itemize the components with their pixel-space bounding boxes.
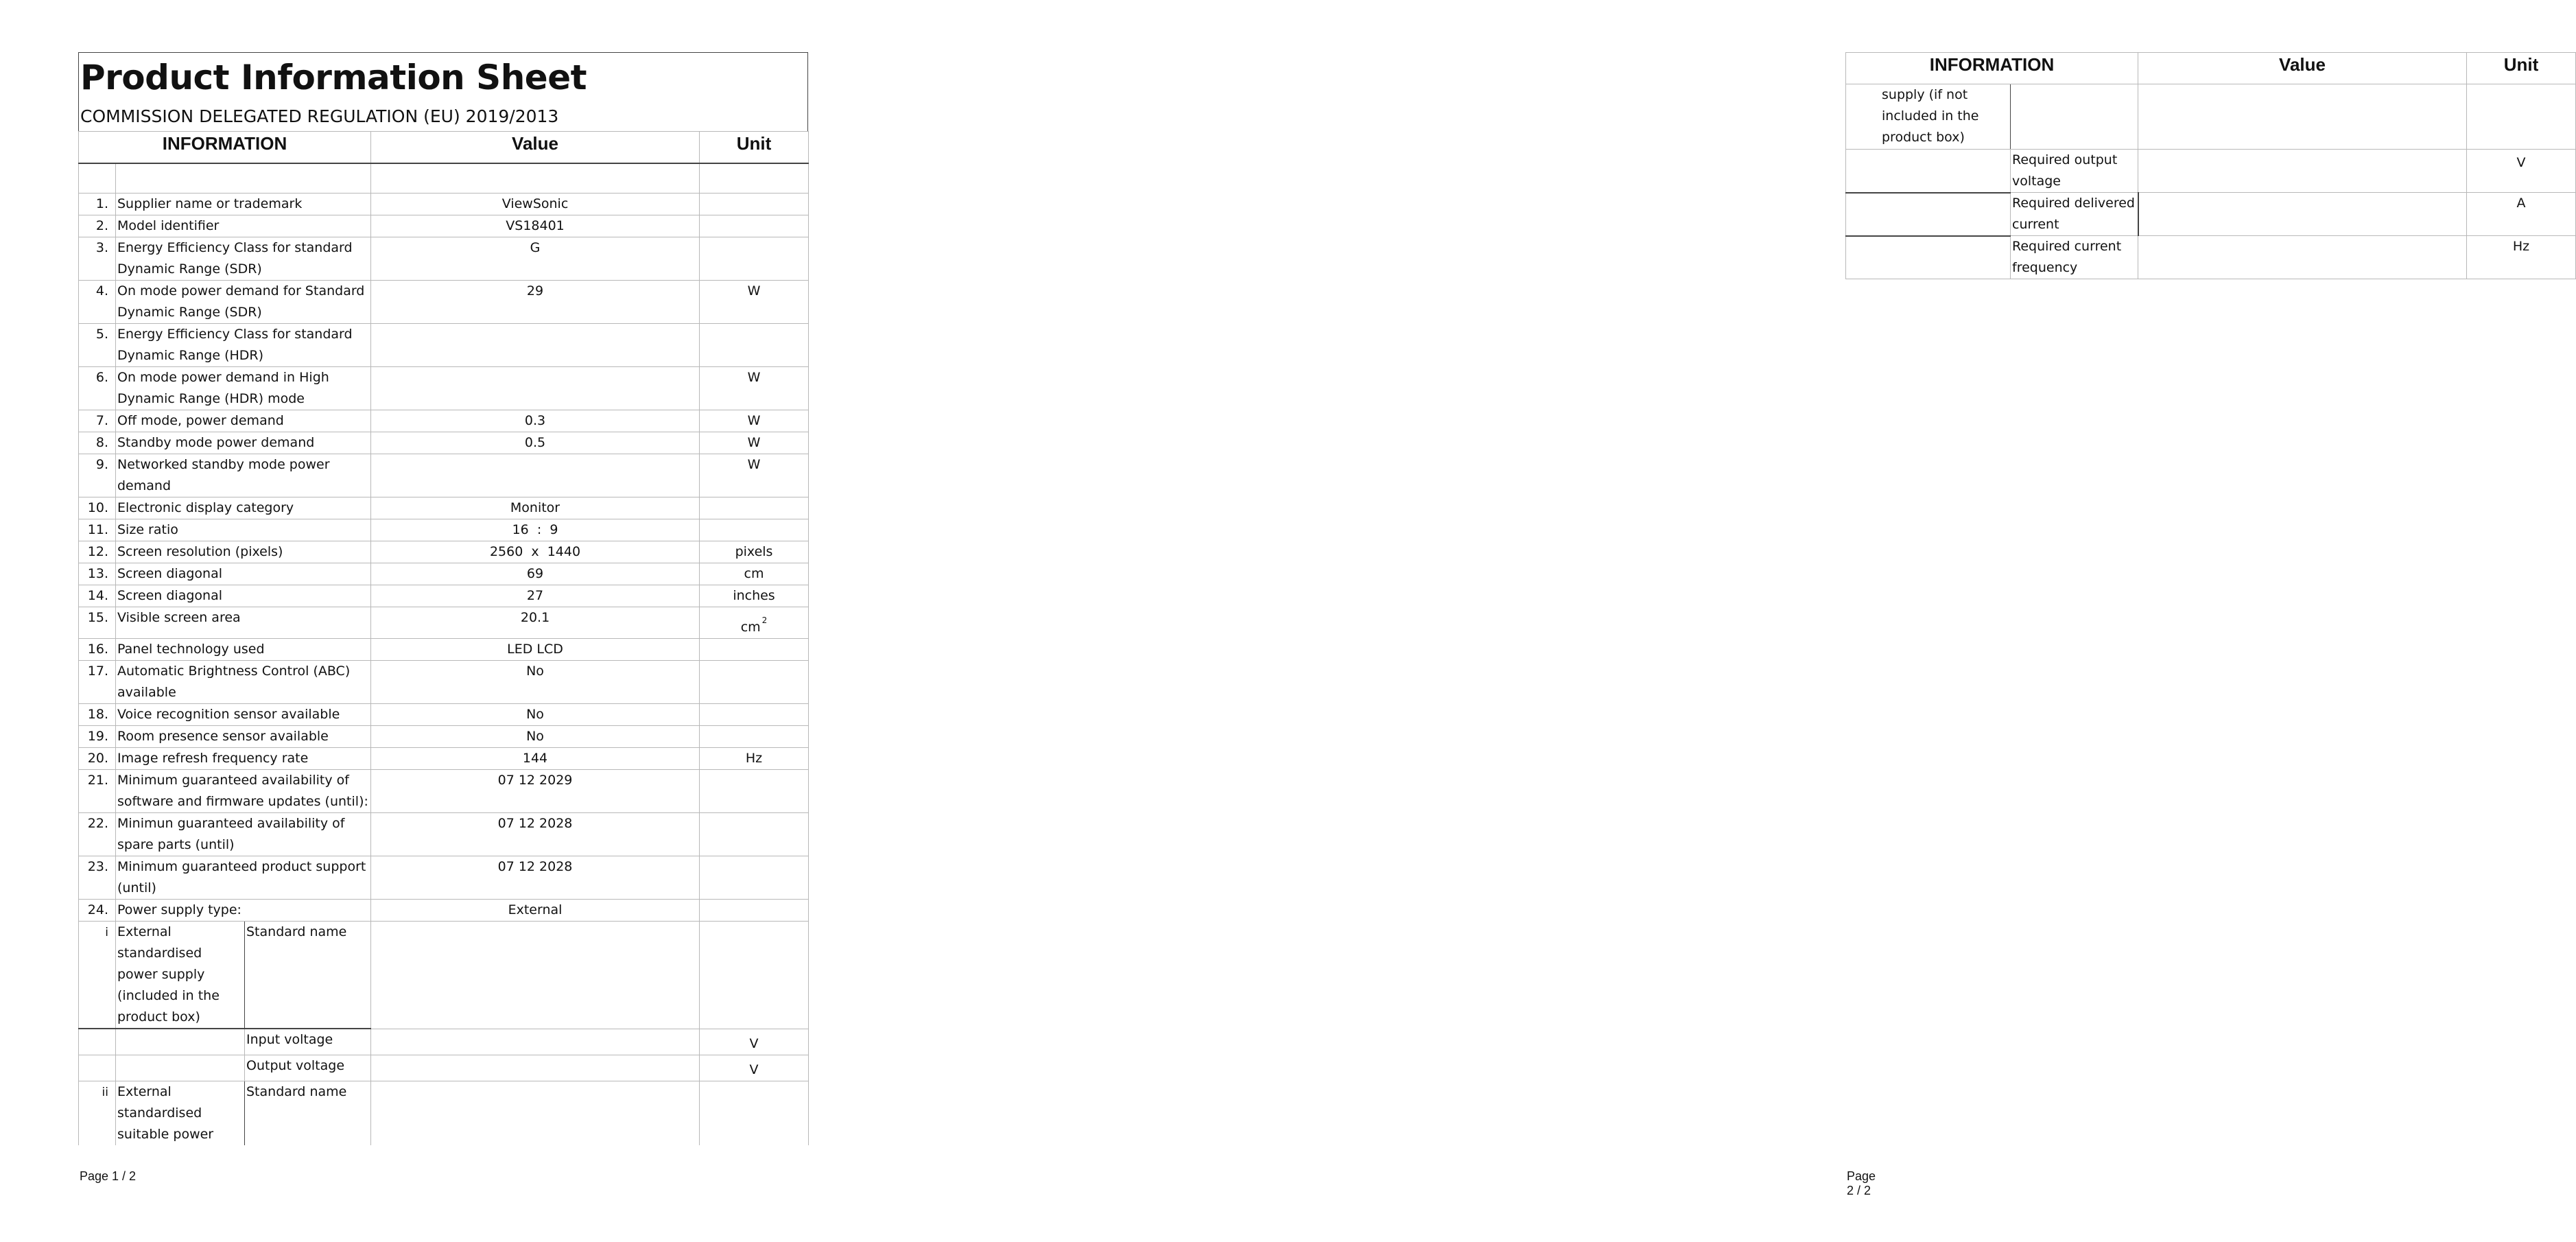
table-row [79, 585, 809, 607]
row-number: 17. [79, 661, 116, 704]
row-number: 6. [79, 367, 116, 410]
psu-ii-required-output-voltage: Required output voltage [2011, 150, 2138, 193]
row-value: 07 12 2029 [371, 770, 700, 813]
table-header-row [79, 132, 809, 163]
header-information-2: INFORMATION [1846, 53, 2138, 84]
row-value: No [371, 704, 700, 726]
table-row [79, 367, 809, 410]
row-number: 12. [79, 541, 116, 563]
row-number: 20. [79, 748, 116, 770]
row-label: Screen resolution (pixels) [116, 541, 371, 563]
row-unit [700, 541, 809, 563]
psu-ii-current-frequency-row [1846, 236, 2576, 279]
table-row [79, 215, 809, 237]
table-row [79, 541, 809, 563]
row-value: ViewSonic [371, 194, 700, 215]
row-label: Model identifier [116, 215, 371, 237]
table-row [79, 748, 809, 770]
page-2-footer: Page 2 / 2 [1847, 1169, 1876, 1197]
row-value [371, 367, 700, 410]
row-label: Panel technology used [116, 639, 371, 661]
row-label: Supplier name or trademark [116, 194, 371, 215]
row-label: On mode power demand for Standard Dynamic Range (SDR) [116, 281, 371, 324]
row-unit [700, 324, 809, 367]
row-label: On mode power demand in High Dynamic Range (HDR) mode [116, 367, 371, 410]
row-number: 23. [79, 856, 116, 900]
unit-superscript: 2 [761, 616, 768, 625]
row-label: Networked standby mode power demand [116, 454, 371, 497]
row-label: Room presence sensor available [116, 726, 371, 748]
row-unit [700, 194, 809, 215]
page-1-footer: Page 1 / 2 [80, 1169, 137, 1183]
row-unit [700, 519, 809, 541]
row-value: No [371, 661, 700, 704]
psu-i-input-voltage: Input voltage [245, 1029, 371, 1055]
row-number: 10. [79, 497, 116, 519]
product-info-table [78, 131, 809, 1145]
psu-i-standard-name: Standard name [245, 922, 371, 1029]
table-row [79, 432, 809, 454]
psu-ii-required-current-frequency-unit: Hz [2467, 236, 2576, 279]
row-label: Screen diagonal [116, 563, 371, 585]
title-box [78, 52, 808, 131]
table-row [79, 324, 809, 367]
psu-ii-required-delivered-current: Required delivered current [2011, 193, 2138, 236]
row-number: 9. [79, 454, 116, 497]
row-label: Electronic display category [116, 497, 371, 519]
psu-ii-delivered-current-row [1846, 193, 2576, 236]
row-unit-text: cm [744, 566, 764, 581]
table-row [79, 497, 809, 519]
psu-i-input-voltage-row [79, 1029, 809, 1055]
row-label: Size ratio [116, 519, 371, 541]
table-row [79, 563, 809, 585]
table-row [79, 726, 809, 748]
psu-i-output-voltage: Output voltage [245, 1055, 371, 1081]
row-unit [700, 726, 809, 748]
row-value: 144 [371, 748, 700, 770]
row-unit [700, 748, 809, 770]
row-number: 2. [79, 215, 116, 237]
header-unit-2: Unit [2467, 53, 2576, 84]
row-unit-text: W [747, 370, 761, 385]
product-info-table-continued [1845, 52, 2576, 279]
row-value: 20.1 [371, 607, 700, 639]
row-unit [700, 281, 809, 324]
page-subtitle: COMMISSION DELEGATED REGULATION (EU) 2019/2013 [80, 106, 559, 126]
row-number: 16. [79, 639, 116, 661]
row-unit [700, 410, 809, 432]
row-unit [700, 607, 809, 639]
table-row [79, 281, 809, 324]
row-number: 7. [79, 410, 116, 432]
psu-ii-output-voltage-row [1846, 150, 2576, 193]
row-unit [700, 563, 809, 585]
row-number: 13. [79, 563, 116, 585]
row-unit [700, 856, 809, 900]
table-header-row-continued [1846, 53, 2576, 84]
row-number: 18. [79, 704, 116, 726]
table-row [79, 194, 809, 215]
row-unit [700, 813, 809, 856]
table-row [79, 856, 809, 900]
row-value: 16 : 9 [371, 519, 700, 541]
row-value: External [371, 900, 700, 922]
header-unit: Unit [700, 132, 809, 163]
row-unit [700, 770, 809, 813]
row-value: 29 [371, 281, 700, 324]
page-2 [878, 0, 2539, 1242]
row-label: Standby mode power demand [116, 432, 371, 454]
psu-i-input-voltage-unit: V [700, 1029, 809, 1055]
table-row [79, 454, 809, 497]
row-label: Automatic Brightness Control (ABC) available [116, 661, 371, 704]
row-number: 8. [79, 432, 116, 454]
row-value [371, 454, 700, 497]
row-unit-text: inches [733, 588, 775, 603]
psu-i-output-voltage-row [79, 1055, 809, 1081]
row-number: 14. [79, 585, 116, 607]
row-label: Image refresh frequency rate [116, 748, 371, 770]
psu-i-num: i [105, 926, 108, 939]
row-number: 5. [79, 324, 116, 367]
psu-i-output-voltage-unit: V [700, 1055, 809, 1081]
psu-ii-num: ii [102, 1085, 108, 1099]
row-label: Minimum guaranteed product support (until) [116, 856, 371, 900]
table-row [79, 900, 809, 922]
psu-i-standard-row [79, 922, 809, 1029]
row-label: Screen diagonal [116, 585, 371, 607]
row-number: 11. [79, 519, 116, 541]
row-number: 1. [79, 194, 116, 215]
row-number: 19. [79, 726, 116, 748]
row-value: 0.3 [371, 410, 700, 432]
row-unit-text: Hz [745, 751, 763, 766]
psu-ii-standard-row [79, 1081, 809, 1145]
row-label: Energy Efficiency Class for standard Dynamic Range (HDR) [116, 324, 371, 367]
row-unit-text: W [747, 283, 761, 298]
row-unit [700, 432, 809, 454]
row-number: 21. [79, 770, 116, 813]
row-label: Off mode, power demand [116, 410, 371, 432]
row-value: 0.5 [371, 432, 700, 454]
row-value: 2560 x 1440 [371, 541, 700, 563]
table-row [79, 770, 809, 813]
row-label: Energy Efficiency Class for standard Dynamic Range (SDR) [116, 237, 371, 281]
row-value: 07 12 2028 [371, 813, 700, 856]
row-value: G [371, 237, 700, 281]
row-value: 69 [371, 563, 700, 585]
row-label: Voice recognition sensor available [116, 704, 371, 726]
row-unit [700, 900, 809, 922]
psu-ii-label-continued: supply (if not included in the product box) [1846, 84, 2011, 150]
psu-ii-required-output-voltage-unit: V [2467, 150, 2576, 193]
table-row [79, 639, 809, 661]
row-unit-text: pixels [735, 544, 773, 559]
header-value: Value [371, 132, 700, 163]
row-unit [700, 585, 809, 607]
row-unit [700, 237, 809, 281]
psu-ii-label: External standardised suitable power [116, 1081, 245, 1145]
row-unit [700, 215, 809, 237]
row-label: Minimun guaranteed availability of spare parts (until) [116, 813, 371, 856]
row-unit-text: W [747, 413, 761, 428]
row-number: 22. [79, 813, 116, 856]
row-unit [700, 639, 809, 661]
row-number: 24. [79, 900, 116, 922]
table-row [79, 704, 809, 726]
row-unit-text: W [747, 457, 761, 472]
row-unit [700, 661, 809, 704]
table-row [79, 410, 809, 432]
page-title: Product Information Sheet [80, 58, 587, 97]
page-1 [0, 0, 878, 1242]
row-value: Monitor [371, 497, 700, 519]
header-information: INFORMATION [79, 132, 371, 163]
row-value [371, 324, 700, 367]
row-number: 4. [79, 281, 116, 324]
psu-i-label: External standardised power supply (included in the product box) [116, 922, 245, 1029]
table-row [79, 813, 809, 856]
row-value: No [371, 726, 700, 748]
table-row [79, 237, 809, 281]
psu-ii-required-delivered-current-unit: A [2467, 193, 2576, 236]
table-row [79, 607, 809, 639]
table-row [79, 661, 809, 704]
row-unit [700, 454, 809, 497]
psu-ii-continued-row [1846, 84, 2576, 150]
row-value: 27 [371, 585, 700, 607]
psu-ii-required-current-frequency: Required current frequency [2011, 236, 2138, 279]
row-unit [700, 497, 809, 519]
spacer-row [79, 163, 809, 194]
psu-ii-standard-name: Standard name [245, 1081, 371, 1145]
row-unit [700, 704, 809, 726]
row-number: 15. [79, 607, 116, 639]
row-unit-text: cm [740, 620, 761, 635]
row-number: 3. [79, 237, 116, 281]
table-row [79, 519, 809, 541]
row-label: Minimum guaranteed availability of software and firmware updates (until): [116, 770, 371, 813]
row-value: LED LCD [371, 639, 700, 661]
row-value: 07 12 2028 [371, 856, 700, 900]
row-value: VS18401 [371, 215, 700, 237]
row-label: Visible screen area [116, 607, 371, 639]
row-unit [700, 367, 809, 410]
row-label: Power supply type: [116, 900, 371, 922]
header-value-2: Value [2138, 53, 2467, 84]
row-unit-text: W [747, 435, 761, 450]
